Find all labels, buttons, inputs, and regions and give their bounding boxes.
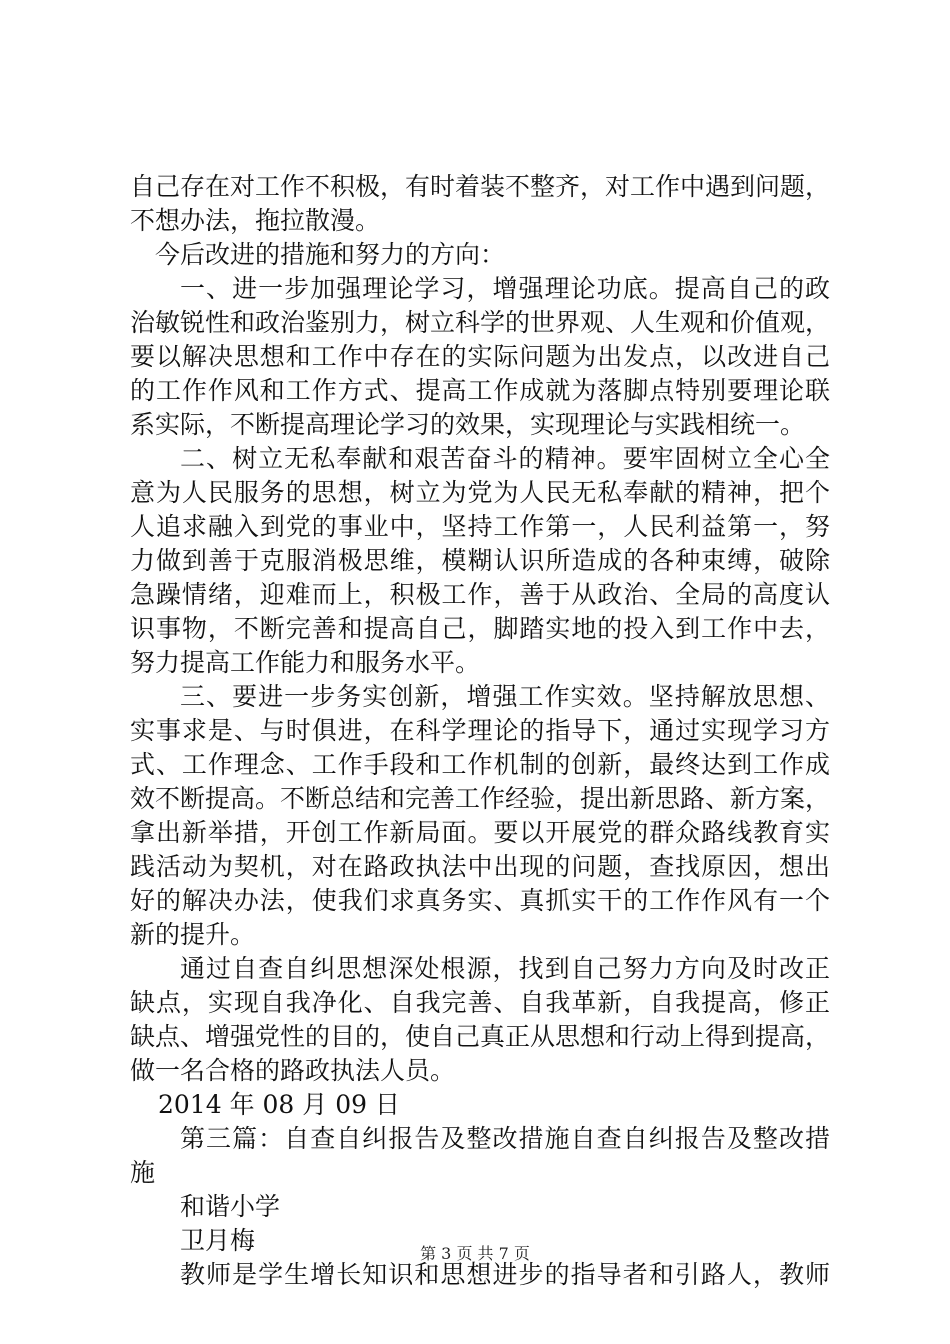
page-footer: 第 3 页 共 7 页 xyxy=(420,1244,530,1263)
chapter-title-continued: 施 xyxy=(130,1158,156,1187)
text-line: 缺点，实现自我净化、自我完善、自我革新，自我提高，修正 xyxy=(130,988,830,1017)
school-name: 和谐小学 xyxy=(180,1192,281,1221)
text-line: 践活动为契机，对在路政执法中出现的问题，查找原因，想出 xyxy=(130,852,830,881)
date-line: 2014 年 08 月 09 日 xyxy=(158,1090,400,1119)
text-line: 识事物，不断完善和提高自己，脚踏实地的投入到工作中去， xyxy=(130,614,830,643)
text-line: 系实际，不断提高理论学习的效果，实现理论与实践相统一。 xyxy=(130,410,806,439)
text-line: 三、要进一步务实创新，增强工作实效。坚持解放思想、 xyxy=(180,682,830,711)
text-line: 效不断提高。不断总结和完善工作经验，提出新思路、新方案， xyxy=(130,784,831,813)
text-line: 实事求是、与时俱进，在科学理论的指导下，通过实现学习方 xyxy=(130,716,830,745)
document-body xyxy=(130,170,830,1292)
text-line: 意为人民服务的思想，树立为党为人民无私奉献的精神，把个 xyxy=(130,478,830,507)
text-line: 教师是学生增长知识和思想进步的指导者和引路人，教师 xyxy=(180,1260,830,1289)
text-line: 二、树立无私奉献和艰苦奋斗的精神。要牢固树立全心全 xyxy=(180,444,830,473)
chapter-title: 第三篇：自查自纠报告及整改措施自查自纠报告及整改措 xyxy=(180,1124,830,1153)
text-line: 不想办法，拖拉散漫。 xyxy=(130,206,381,235)
text-line: 的工作作风和工作方式、提高工作成就为落脚点特别要理论联 xyxy=(130,376,830,405)
text-line: 治敏锐性和政治鉴别力，树立科学的世界观、人生观和价值观， xyxy=(130,308,831,337)
text-line: 新的提升。 xyxy=(130,920,256,949)
text-line: 力做到善于克服消极思维，模糊认识所造成的各种束缚，破除 xyxy=(130,546,830,575)
text-line: 自己存在对工作不积极，有时着装不整齐，对工作中遇到问题， xyxy=(130,172,831,201)
text-line: 努力提高工作能力和服务水平。 xyxy=(130,648,481,677)
text-line: 通过自查自纠思想深处根源，找到自己努力方向及时改正 xyxy=(180,954,830,983)
author-name: 卫月梅 xyxy=(180,1226,256,1255)
text-line: 式、工作理念、工作手段和工作机制的创新，最终达到工作成 xyxy=(130,750,830,779)
text-line: 一、进一步加强理论学习，增强理论功底。提高自己的政 xyxy=(180,274,830,303)
text-line: 人追求融入到党的事业中，坚持工作第一，人民利益第一，努 xyxy=(130,512,830,541)
text-line: 要以解决思想和工作中存在的实际问题为出发点，以改进自己 xyxy=(130,342,830,371)
text-line: 缺点、增强党性的目的，使自己真正从思想和行动上得到提高， xyxy=(130,1022,831,1051)
text-line: 拿出新举措，开创工作新局面。要以开展党的群众路线教育实 xyxy=(130,818,830,847)
text-line: 做一名合格的路政执法人员。 xyxy=(130,1056,456,1085)
text-line: 好的解决办法，使我们求真务实、真抓实干的工作作风有一个 xyxy=(130,886,830,915)
section-heading: 今后改进的措施和努力的方向： xyxy=(155,240,506,269)
text-line: 急躁情绪，迎难而上，积极工作，善于从政治、全局的高度认 xyxy=(130,580,830,609)
